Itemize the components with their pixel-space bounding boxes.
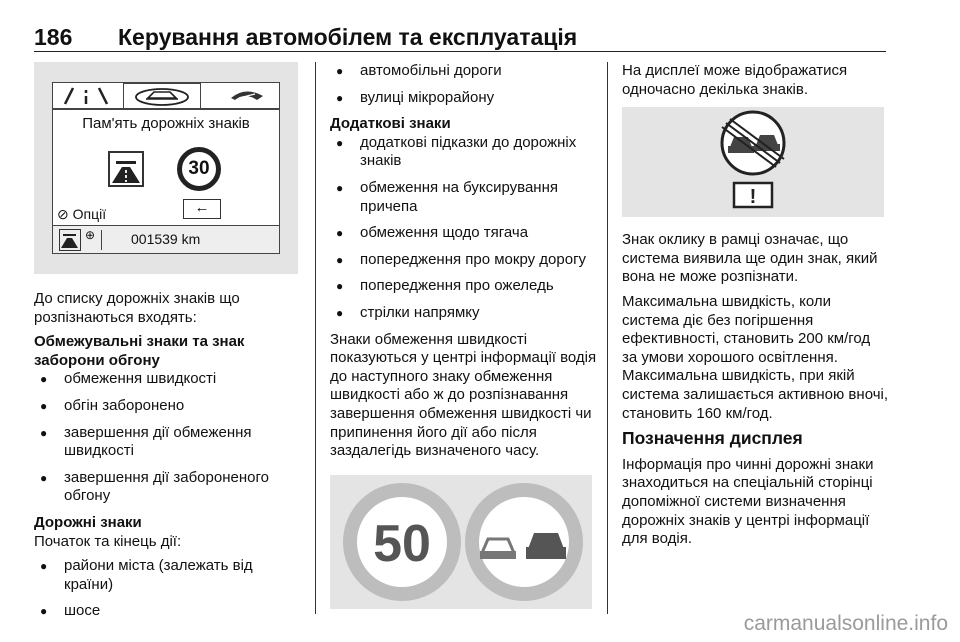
- speed-limit-paragraph: Знаки обмеження швидкості показуються у центрі інформації водія до наступного знаку обмеження швидкості або ж до розпізнавання завершення обмеження швидкості чи припинення його дії або після заздалегідь визначеного часу.: [330, 330, 597, 460]
- list-item: ● попередження про мокру дорогу: [330, 251, 602, 270]
- traffic-sign-icon: [225, 86, 269, 106]
- page-number: 186: [34, 24, 73, 50]
- list-item: ● обмеження швидкості: [34, 370, 302, 389]
- column-divider: [607, 62, 608, 614]
- group-title-road-signs: Дорожні знаки: [34, 513, 142, 531]
- list-item: ● попередження про ожеледь: [330, 277, 602, 296]
- display-screen: [52, 82, 280, 254]
- column-2: [330, 62, 602, 609]
- exclamation-text: Знак оклику в рамці означає, що система виявила ще один знак, який вона не може розпізнати.: [622, 231, 878, 286]
- lane-departure-icon: [61, 86, 111, 106]
- list-item: ● обмеження щодо тягача: [330, 224, 602, 243]
- road-signs-sub: Початок та кінець дії:: [34, 532, 182, 550]
- column-divider: [315, 62, 316, 614]
- section-title-display: Позначення дисплея: [622, 428, 803, 449]
- column-3: [622, 62, 888, 555]
- list-item: ● додаткові підказки до дорожніх знаків: [330, 134, 602, 171]
- list-item: ● стрілки напрямку: [330, 304, 602, 323]
- display-tabs: [53, 83, 279, 109]
- list-item: ● автомобільні дороги: [330, 62, 602, 81]
- back-button[interactable]: [183, 199, 221, 219]
- list-item: ● завершення дії забороненого обгону: [34, 469, 302, 506]
- list-item: ● райони міста (залежать від країни): [34, 557, 302, 594]
- column-1: [34, 62, 302, 629]
- car-icon: [124, 84, 200, 108]
- no-overtaking-sign-icon: [472, 490, 576, 594]
- status-separator: [101, 230, 102, 250]
- restrictive-signs-list: [34, 370, 302, 506]
- options-button[interactable]: [57, 205, 106, 224]
- group-title-restrictive: Обмежувальні знаки та знак заборони обгону: [34, 333, 245, 369]
- page-header: [34, 18, 886, 52]
- group-title-additional: Додаткові знаки: [330, 115, 451, 133]
- list-item: ● шосе: [34, 602, 302, 621]
- options-label: Опції: [72, 206, 107, 222]
- tab-car[interactable]: [123, 83, 201, 109]
- tab-underline: [53, 108, 279, 110]
- unrecognized-sign-mark: !: [749, 186, 757, 209]
- driver-info-display-figure: [34, 62, 298, 274]
- watermark: carmanualsonline.info: [743, 612, 948, 635]
- road-signs-list-cont: [330, 62, 602, 107]
- signs-figure: [330, 475, 592, 609]
- list-item: ● завершення дії обмеження швидкості: [34, 424, 302, 461]
- highway-sign-icon: [108, 151, 144, 187]
- list-item: ● обгін заборонено: [34, 397, 302, 416]
- highway-sign-small-icon: [59, 229, 81, 251]
- list-item: ● вулиці мікрорайону: [330, 89, 602, 108]
- list-item: ● обмеження на буксирування причепа: [330, 179, 602, 216]
- end-no-overtaking-figure: [622, 107, 884, 217]
- sign-memory-title: Пам'ять дорожніх знаків: [82, 115, 250, 132]
- display-status-bar: [53, 225, 279, 253]
- end-of-no-overtaking-sign-icon: [722, 112, 784, 174]
- check-circle-icon: ⊘: [57, 206, 69, 222]
- page-title: Керування автомобілем та експлуатація: [118, 24, 578, 50]
- intro-text: До списку дорожніх знаків що розпізнаються входять:: [34, 290, 240, 326]
- odometer-reading: 001539 km: [131, 231, 201, 247]
- road-signs-list: [34, 557, 302, 621]
- multiple-signs-text: На дисплеї може відображатися одночасно декілька знаків.: [622, 62, 848, 98]
- speed-limit-sign: 30: [177, 147, 221, 191]
- max-speed-text: Максимальна швидкість, коли система діє без погіршення ефективності, становить 200 км/год за умови хорошого освітлення. Максимальна швидкість, при якій система залишається активною вночі, становить 160 км/год.: [622, 292, 889, 422]
- display-info-text: Інформація про чинні дорожні знаки знаходиться на спеціальній сторінці допоміжної системи визначення дорожніх знаків у центрі інформації для водія.: [622, 455, 874, 548]
- back-arrow-icon: ←: [194, 199, 210, 216]
- plus-icon: ⊕: [85, 228, 96, 242]
- speed-limit-50-value: 50: [373, 514, 431, 573]
- additional-signs-list: [330, 134, 602, 323]
